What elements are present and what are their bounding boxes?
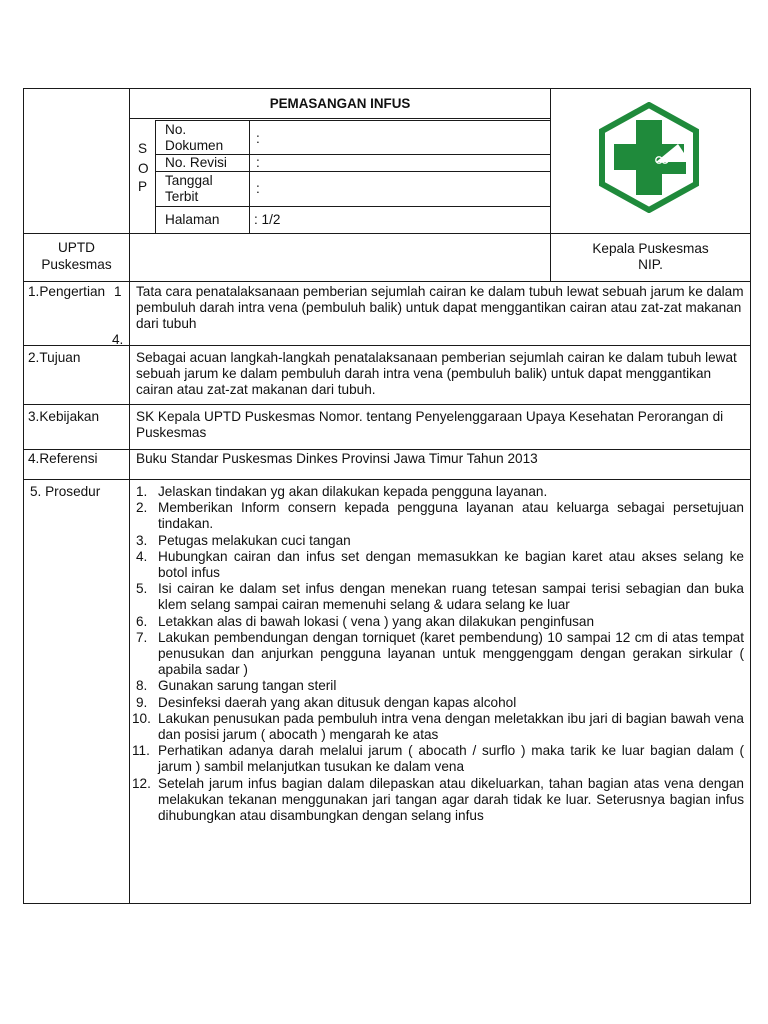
step-item — [132, 533, 744, 549]
step-text: Petugas melakukan cuci tangan — [158, 532, 351, 548]
field-label-no-dokumen: No. Dokumen — [165, 122, 224, 153]
step-number: 8. — [136, 678, 148, 694]
section-label-kebijakan: 3.Kebijakan — [28, 409, 100, 424]
sop-letter-p: P — [138, 179, 148, 194]
step-number: 6. — [136, 613, 148, 629]
prosedur-steps — [132, 484, 744, 824]
head-title: Kepala Puskesmas — [592, 241, 709, 256]
puskesmas-logo-icon — [598, 102, 700, 213]
sop-letter-s: S — [138, 141, 148, 156]
section-label-referensi: 4.Referensi — [28, 451, 98, 466]
step-number: 7. — [136, 629, 148, 645]
step-text: Memberikan Inform consern kepada pengguna layanan atau keluarga sebagai persetujuan tindakan. — [158, 500, 744, 532]
step-number: 1. — [136, 484, 148, 499]
step-text: Jelaskan tindakan yg akan dilakukan kepada pengguna layanan. — [158, 484, 548, 499]
field-label-no-revisi: No. Revisi — [165, 155, 227, 170]
org-unit-line2: Puskesmas — [41, 257, 112, 272]
step-text: Perhatikan adanya darah melalui jarum ( abocath / surflo ) maka tarik ke luar bagian dalam ( jarum ) sambil melanjutkan tusukan ke dalam vena — [158, 743, 744, 775]
step-text: Lakukan pembendungan dengan torniquet (karet pembendung) 10 sampai 12 cm di atas tempat penusukan dan anjurkan pengguna layanan untuk menggenggam dengan gerakan sirkular ( apabila sadar ) — [158, 629, 744, 678]
step-item — [132, 630, 744, 679]
step-number: 11. — [132, 743, 150, 759]
step-text: Setelah jarum infus bagian dalam dilepaskan atau dikeluarkan, tahan bagian atas vena dengan melakukan tekanan menggunakan jari tangan agar darah tidak ke luar. Seterusnya bagian infus dihubungkan atau disambungkan dengan selang infus — [158, 775, 744, 824]
step-number: 2. — [136, 500, 148, 516]
step-item — [132, 614, 744, 630]
step-text: Desinfeksi daerah yang akan ditusuk dengan kapas alcohol — [158, 694, 517, 710]
section-label-prosedur: 5. Prosedur — [30, 484, 101, 499]
step-item — [132, 549, 744, 581]
step-number: 5. — [136, 581, 148, 597]
step-number: 3. — [136, 532, 148, 548]
section-text-pengertian: Tata cara penatalaksanaan pemberian sejumlah cairan ke dalam tubuh lewat sebuah jarum ke dalam pembuluh darah intra vena (pembuluh balik) untuk dapat menggantikan cairan atau zat-zat makanan dari tubuh — [136, 284, 744, 331]
step-text: Gunakan sarung tangan steril — [158, 678, 337, 694]
section-text-kebijakan: SK Kepala UPTD Puskesmas Nomor. tentang Penyelenggaraan Upaya Kesehatan Perorangan di Puskesmas — [136, 409, 724, 440]
step-item — [132, 711, 744, 743]
step-text: Hubungkan cairan dan infus set dengan memasukkan ke bagian karet atau akses selang ke botol infus — [158, 548, 744, 581]
section-text-tujuan: Sebagai acuan langkah-langkah penatalaksanaan pemberian sejumlah cairan ke dalam tubuh lewat sebuah jarum ke dalam pembuluh darah intra vena (pembuluh balik) untuk dapat menggantikan cairan atau zat-zat makanan dari tubuh. — [136, 350, 737, 397]
step-item — [132, 776, 744, 825]
step-number: 10. — [132, 710, 151, 726]
field-value-tanggal-terbit: : — [256, 181, 260, 196]
section-text-referensi: Buku Standar Puskesmas Dinkes Provinsi Jawa Timur Tahun 2013 — [136, 451, 538, 466]
head-nip: NIP. — [638, 257, 663, 272]
field-label-tanggal-terbit: Tanggal Terbit — [165, 173, 213, 204]
step-text: Lakukan penusukan pada pembuluh intra vena dengan meletakkan ibu jari di bagian bawah vena dan posisi jarum ( abocath ) mengarah ke atas — [158, 710, 744, 743]
document-title: PEMASANGAN INFUS — [269, 96, 411, 111]
stray-mark: 1 — [114, 284, 122, 299]
field-value-halaman: : 1/2 — [254, 212, 281, 227]
step-item — [132, 678, 744, 694]
field-value-no-revisi: : — [256, 155, 260, 170]
field-label-halaman: Halaman — [165, 212, 220, 227]
stray-number: 4. — [112, 332, 124, 347]
step-item — [132, 743, 744, 775]
sop-letter-o: O — [138, 161, 149, 176]
step-text: Isi cairan ke dalam set infus dengan menekan ruang tetesan sampai terisi sebagian dan buka klem selang sampai cairan memenuhi selang & udara selang ke luar — [158, 581, 744, 613]
field-value-no-dokumen: : — [256, 131, 260, 146]
section-label-pengertian: 1.Pengertian — [28, 284, 106, 299]
org-unit-line1: UPTD — [57, 240, 95, 255]
step-number: 9. — [136, 694, 148, 710]
step-number: 4. — [136, 548, 148, 564]
step-item — [132, 484, 744, 500]
step-item — [132, 500, 744, 532]
step-number: 12. — [132, 775, 151, 791]
step-item — [132, 695, 744, 711]
section-label-tujuan: 2.Tujuan — [28, 350, 81, 365]
step-item — [132, 581, 744, 613]
step-text: Letakkan alas di bawah lokasi ( vena ) yang akan dilakukan penginfusan — [158, 613, 595, 629]
